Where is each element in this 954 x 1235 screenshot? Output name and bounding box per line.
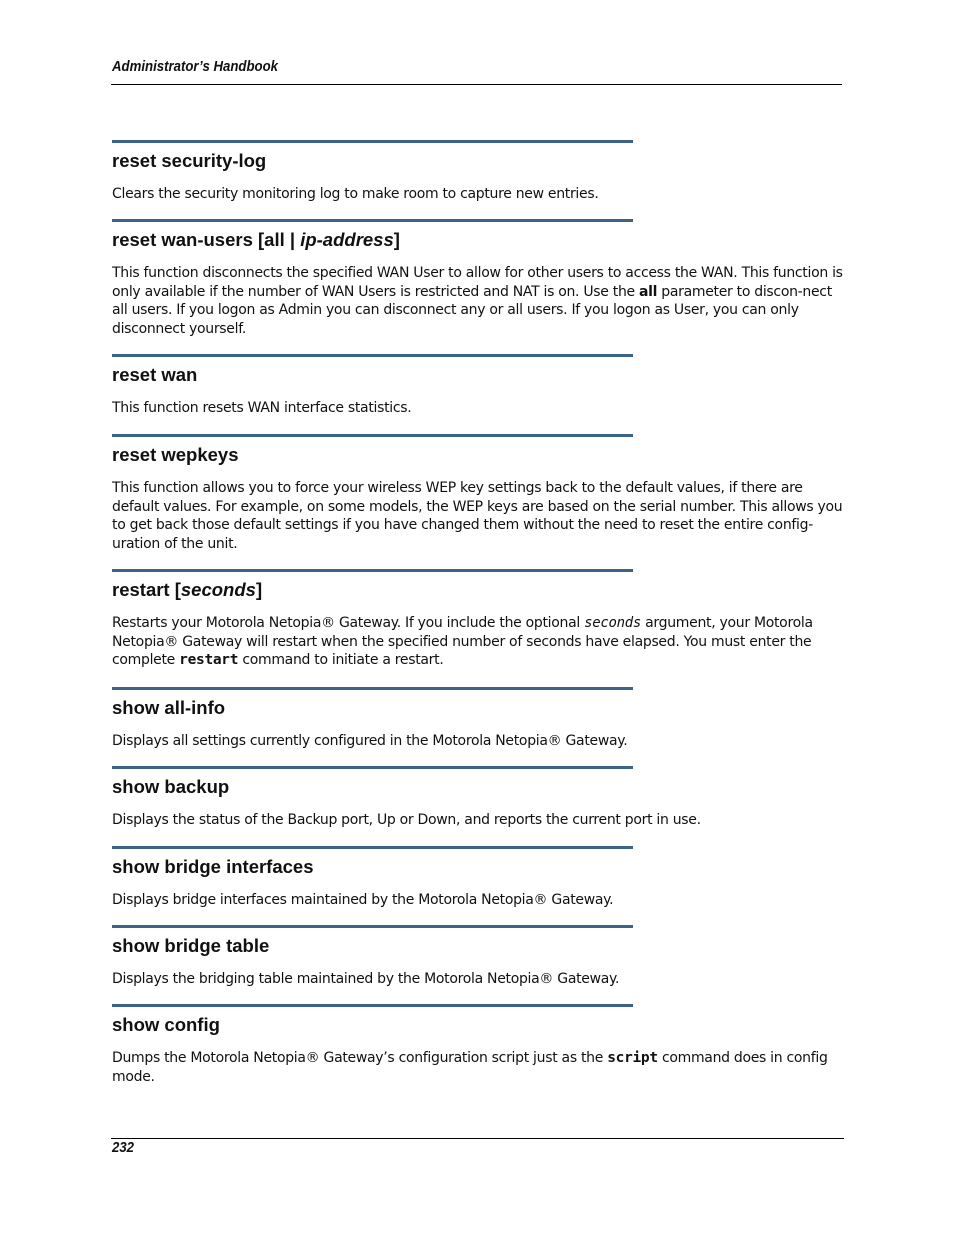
body-text: Restarts your Motorola Netopia® Gateway. If you include the optional — [112, 615, 585, 631]
heading-text: ] — [393, 229, 400, 250]
heading-argument: seconds — [180, 579, 256, 600]
footer-divider — [111, 1138, 844, 1139]
section-rule — [112, 1004, 633, 1007]
body-text: This function disconnects the specified WAN User to allow for other users to access the WAN. This function is only available if the number of WAN Users is restricted and NAT is on. Use the — [112, 265, 843, 300]
section-rule — [112, 569, 633, 572]
section-body: Displays all settings currently configured in the Motorola Netopia® Gateway. — [112, 733, 628, 749]
heading-text: reset wan-users [all | — [112, 229, 301, 250]
section-body — [112, 264, 843, 338]
body-text: argument, your Motorola Netopia® Gateway will restart when the specified number of seconds have elapsed. You must enter the complete — [112, 615, 813, 669]
section-show-bridge-table — [112, 925, 843, 989]
section-heading — [112, 228, 843, 252]
section-reset-wan — [112, 354, 843, 418]
section-body — [112, 614, 843, 670]
section-rule — [112, 434, 633, 437]
body-text: parameter to discon-nect all users. If you logon as Admin you can disconnect any or all users. If you logon as User, you can only disconnect yourself. — [112, 283, 832, 337]
section-heading: show all-info — [112, 697, 226, 718]
section-rule — [112, 354, 633, 357]
section-heading: show bridge table — [112, 935, 270, 956]
section-reset-wan-users — [112, 219, 843, 338]
section-body: This function resets WAN interface statistics. — [112, 400, 412, 416]
section-body: This function allows you to force your wireless WEP key settings back to the default values, if there are default values. For example, on some models, the WEP keys are based on the serial number. This allows you to get back those default settings if you have changed them without the need to reset the entire config-uration of the unit. — [112, 480, 843, 552]
section-heading: show bridge interfaces — [112, 856, 314, 877]
section-heading: reset wan — [112, 364, 198, 385]
section-heading: reset security-log — [112, 150, 267, 171]
section-body — [112, 1049, 843, 1086]
page-number: 232 — [112, 1139, 135, 1156]
body-argument: seconds — [584, 615, 641, 631]
section-rule — [112, 140, 633, 143]
section-show-bridge-interfaces — [112, 846, 843, 910]
section-rule — [112, 846, 633, 849]
section-rule — [112, 219, 633, 222]
heading-text: ] — [255, 579, 263, 600]
section-heading: show config — [112, 1014, 220, 1035]
section-body: Displays the bridging table maintained by the Motorola Netopia® Gateway. — [112, 971, 620, 987]
section-body: Displays the status of the Backup port, Up or Down, and reports the current port in use. — [112, 812, 701, 828]
running-header-title: Administrator’s Handbook — [112, 58, 279, 75]
body-command: restart — [179, 652, 239, 669]
section-rule — [112, 766, 633, 769]
body-text: Dumps the Motorola Netopia® Gateway’s configuration script just as the — [112, 1050, 608, 1066]
section-reset-wepkeys — [112, 434, 843, 553]
section-heading — [112, 578, 843, 602]
section-show-config — [112, 1004, 843, 1086]
heading-text: restart [ — [112, 579, 181, 600]
section-show-all-info — [112, 687, 843, 751]
body-command: script — [607, 1050, 658, 1066]
section-body: Displays bridge interfaces maintained by the Motorola Netopia® Gateway. — [112, 892, 614, 908]
body-text: command does in config mode. — [112, 1050, 828, 1085]
section-reset-security-log — [112, 140, 843, 204]
section-restart — [112, 569, 843, 670]
section-rule — [112, 925, 633, 928]
section-show-backup — [112, 766, 843, 830]
section-body: Clears the security monitoring log to make room to capture new entries. — [112, 186, 599, 202]
heading-argument: ip-address — [300, 229, 394, 250]
section-rule — [112, 687, 633, 690]
section-heading: reset wepkeys — [112, 444, 239, 465]
header-divider — [111, 84, 842, 85]
body-text: command to initiate a restart. — [238, 652, 444, 669]
section-heading: show backup — [112, 776, 230, 797]
body-keyword: all — [638, 283, 658, 300]
